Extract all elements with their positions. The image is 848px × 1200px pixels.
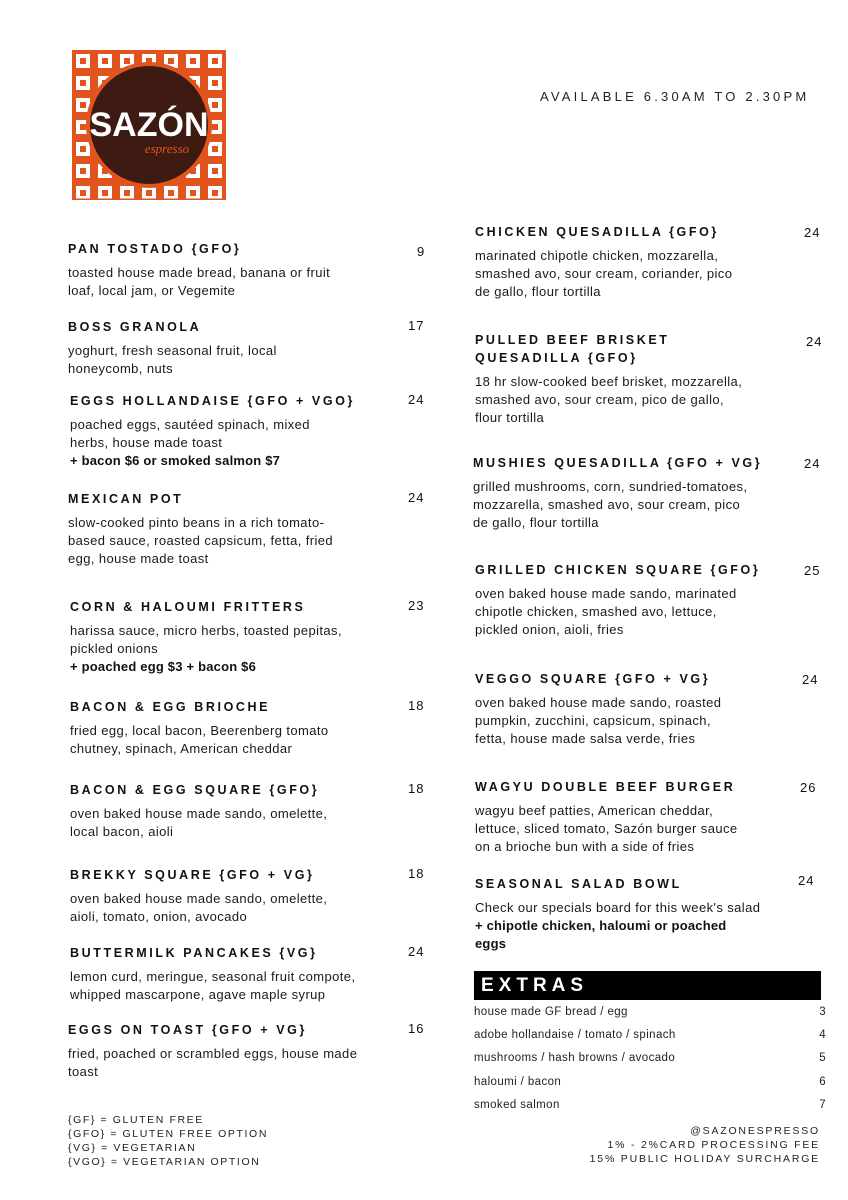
menu-item-price: 24 <box>802 672 819 687</box>
menu-item-price: 16 <box>408 1021 425 1036</box>
menu-item-description: local bacon, aioli <box>70 824 174 839</box>
menu-item-description: loaf, local jam, or Vegemite <box>68 283 236 298</box>
extras-label: smoked salmon <box>474 1099 560 1111</box>
menu-item-description: oven baked house made sando, marinated <box>475 586 737 601</box>
menu-item-description: wagyu beef patties, American cheddar, <box>475 803 714 818</box>
menu-item-price: 24 <box>804 225 821 240</box>
menu-item-title: EGGS HOLLANDAISE {GFO + VGO} <box>70 394 355 408</box>
menu-item-price: 18 <box>408 781 425 796</box>
extras-price: 5 <box>819 1052 826 1064</box>
extras-label: mushrooms / hash browns / avocado <box>474 1052 676 1064</box>
menu-item-title: BREKKY SQUARE {GFO + VG} <box>70 868 315 882</box>
menu-item-price: 17 <box>408 318 425 333</box>
menu-item-description: smashed avo, sour cream, coriander, pico <box>475 266 733 281</box>
menu-item-description: oven baked house made sando, omelette, <box>70 891 328 906</box>
extras-row <box>474 1029 826 1041</box>
extras-row <box>474 1006 826 1018</box>
menu-item-description: aioli, tomato, onion, avocado <box>70 909 248 924</box>
instagram-handle: @SAZONESPRESSO <box>690 1125 820 1137</box>
menu-item <box>70 944 410 1004</box>
menu-item-price: 24 <box>806 334 823 349</box>
menu-item-description: fetta, house made salsa verde, fries <box>475 731 696 746</box>
menu-item <box>68 318 408 378</box>
menu-item-description: harissa sauce, micro herbs, toasted pepitas, <box>70 623 342 638</box>
menu-item-description: 18 hr slow-cooked beef brisket, mozzarella, <box>475 374 743 389</box>
menu-item-title: EGGS ON TOAST {GFO + VG} <box>68 1023 307 1037</box>
menu-item <box>70 392 410 470</box>
menu-item-price: 24 <box>408 490 425 505</box>
menu-item-title: MEXICAN POT <box>68 492 184 506</box>
menu-item-price: 26 <box>800 780 817 795</box>
menu-item-description: mozzarella, smashed avo, sour cream, pico <box>473 497 741 512</box>
extras-label: haloumi / bacon <box>474 1076 562 1088</box>
menu-item-addon: eggs <box>475 936 507 951</box>
menu-item <box>475 223 775 301</box>
card-fee-note: 1% - 2%CARD PROCESSING FEE <box>607 1139 820 1151</box>
menu-item-title: CORN & HALOUMI FRITTERS <box>70 600 306 614</box>
legend-line: {GF} = GLUTEN FREE <box>68 1114 204 1126</box>
menu-item-title: PULLED BEEF BRISKET QUESADILLA {GFO} <box>475 333 670 365</box>
extras-price: 4 <box>819 1029 826 1041</box>
menu-item-description: flour tortilla <box>475 410 545 425</box>
holiday-surcharge-note: 15% PUBLIC HOLIDAY SURCHARGE <box>589 1153 820 1165</box>
menu-item-description: toast <box>68 1064 99 1079</box>
extras-row <box>474 1052 826 1064</box>
menu-item-description: smashed avo, sour cream, pico de gallo, <box>475 392 724 407</box>
menu-item-addon: + bacon $6 or smoked salmon $7 <box>70 453 281 468</box>
menu-item-description: oven baked house made sando, omelette, <box>70 806 328 821</box>
menu-item-title: WAGYU DOUBLE BEEF BURGER <box>475 780 736 794</box>
menu-item <box>475 670 795 748</box>
availability-hours: AVAILABLE 6.30AM TO 2.30PM <box>540 89 810 104</box>
menu-item <box>475 778 795 856</box>
menu-item-price: 18 <box>408 866 425 881</box>
menu-item <box>70 781 410 841</box>
menu-item-description: whipped mascarpone, agave maple syrup <box>70 987 326 1002</box>
menu-item-description: slow-cooked pinto beans in a rich tomato- <box>68 515 325 530</box>
menu-item-title: GRILLED CHICKEN SQUARE {GFO} <box>475 563 761 577</box>
menu-item-title: CHICKEN QUESADILLA {GFO} <box>475 225 719 239</box>
menu-item-description: lemon curd, meringue, seasonal fruit compote, <box>70 969 356 984</box>
logo-sub: espresso <box>144 141 190 156</box>
menu-item-description: herbs, house made toast <box>70 435 223 450</box>
menu-item-description: on a brioche bun with a side of fries <box>475 839 695 854</box>
menu-item-price: 25 <box>804 563 821 578</box>
dietary-legend <box>68 1113 268 1169</box>
extras-label: adobe hollandaise / tomato / spinach <box>474 1029 676 1041</box>
extras-label: house made GF bread / egg <box>474 1006 628 1018</box>
menu-item-title: SEASONAL SALAD BOWL <box>475 877 682 891</box>
menu-item <box>475 875 805 953</box>
menu-item-price: 24 <box>408 392 425 407</box>
extras-row <box>474 1099 826 1111</box>
legend-line: {GFO} = GLUTEN FREE OPTION <box>68 1128 269 1140</box>
menu-item-description: marinated chipotle chicken, mozzarella, <box>475 248 719 263</box>
menu-item-price: 24 <box>408 944 425 959</box>
menu-item-description: chipotle chicken, smashed avo, lettuce, <box>475 604 717 619</box>
extras-price: 3 <box>819 1006 826 1018</box>
menu-item-description: oven baked house made sando, roasted <box>475 695 722 710</box>
menu-item-description: poached eggs, sautéed spinach, mixed <box>70 417 310 432</box>
menu-item-description: de gallo, flour tortilla <box>475 284 601 299</box>
menu-item-addon: + chipotle chicken, haloumi or poached <box>475 918 727 933</box>
menu-item <box>475 331 775 427</box>
extras-heading: EXTRAS <box>474 971 821 1000</box>
menu-item-description: based sauce, roasted capsicum, fetta, fried <box>68 533 334 548</box>
menu-item-description: grilled mushrooms, corn, sundried-tomatoes, <box>473 479 748 494</box>
logo-wordmark: SAZÓN <box>89 106 209 144</box>
menu-item-title: BACON & EGG BRIOCHE <box>70 700 271 714</box>
menu-item-description: pickled onions <box>70 641 158 656</box>
menu-item <box>68 240 408 300</box>
menu-item <box>70 698 410 758</box>
extras-price: 7 <box>819 1099 826 1111</box>
menu-item-description: pumpkin, zucchini, capsicum, spinach, <box>475 713 711 728</box>
menu-item-price: 9 <box>417 244 426 259</box>
menu-item-price: 24 <box>804 456 821 471</box>
menu-item-description: yoghurt, fresh seasonal fruit, local <box>68 343 277 358</box>
legend-line: {VGO} = VEGETARIAN OPTION <box>68 1156 261 1168</box>
menu-item-description: de gallo, flour tortilla <box>473 515 599 530</box>
menu-item-title: PAN TOSTADO {GFO} <box>68 242 242 256</box>
menu-item <box>70 598 410 676</box>
extras-price: 6 <box>819 1076 826 1088</box>
sazon-logo <box>72 50 226 200</box>
menu-item-title: VEGGO SQUARE {GFO + VG} <box>475 672 711 686</box>
menu-item-description: honeycomb, nuts <box>68 361 174 376</box>
footer-notes <box>590 1124 820 1166</box>
menu-item-description: toasted house made bread, banana or fruit <box>68 265 331 280</box>
menu-item-addon: + poached egg $3 + bacon $6 <box>70 659 257 674</box>
menu-item-title: BUTTERMILK PANCAKES {VG} <box>70 946 318 960</box>
menu-item-description: fried egg, local bacon, Beerenberg tomato <box>70 723 329 738</box>
menu-item <box>473 454 793 532</box>
menu-item-price: 23 <box>408 598 425 613</box>
extras-row <box>474 1076 826 1088</box>
menu-item-description: chutney, spinach, American cheddar <box>70 741 293 756</box>
sazon-logo-graphic <box>72 50 226 200</box>
menu-item-description: lettuce, sliced tomato, Sazón burger sauce <box>475 821 738 836</box>
menu-item-description: fried, poached or scrambled eggs, house made <box>68 1046 358 1061</box>
menu-item-description: egg, house made toast <box>68 551 209 566</box>
menu-item <box>70 866 410 926</box>
menu-item <box>68 1021 408 1081</box>
menu-item <box>68 490 408 568</box>
menu-item-title: MUSHIES QUESADILLA {GFO + VG} <box>473 456 763 470</box>
menu-item-title: BACON & EGG SQUARE {GFO} <box>70 783 320 797</box>
menu-item-description: Check our specials board for this week's salad <box>475 900 761 915</box>
menu-item-title: BOSS GRANOLA <box>68 320 202 334</box>
menu-item <box>475 561 795 639</box>
menu-item-description: pickled onion, aioli, fries <box>475 622 624 637</box>
legend-line: {VG} = VEGETARIAN <box>68 1142 197 1154</box>
menu-item-price: 18 <box>408 698 425 713</box>
menu-item-price: 24 <box>798 873 815 888</box>
